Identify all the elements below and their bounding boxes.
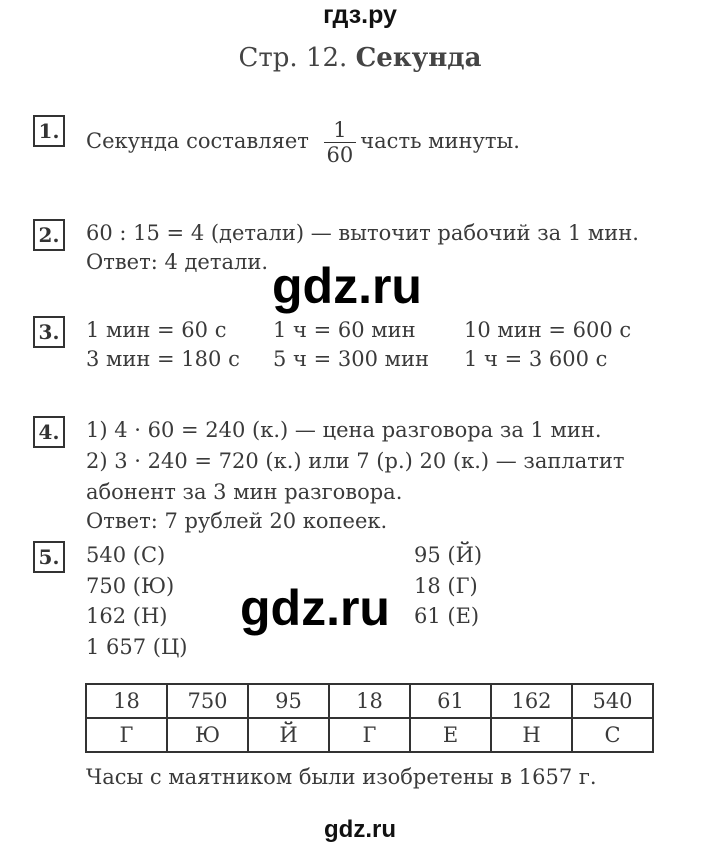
- table-cell: 18: [329, 684, 410, 718]
- watermark-2: gdz.ru: [240, 580, 390, 636]
- task-4-line-3: абонент за 3 мин разговора.: [86, 480, 403, 504]
- task-3-r1-c2: 1 ч = 60 мин: [273, 318, 416, 342]
- fraction-one-sixtieth: [324, 118, 357, 167]
- table-cell: Н: [491, 718, 572, 752]
- decoding-table-letters-row: [86, 718, 653, 752]
- task-4-answer: Ответ: 7 рублей 20 копеек.: [86, 509, 388, 533]
- page-title-prefix: Стр. 12.: [238, 43, 348, 73]
- task-number-1: 1.: [33, 115, 65, 147]
- fraction-numerator: 1: [324, 118, 357, 143]
- watermark-1: gdz.ru: [272, 258, 422, 314]
- task-4-line-2: 2) 3 · 240 = 720 (к.) или 7 (р.) 20 (к.) — заплатит: [86, 449, 625, 473]
- task-5-left-4: 1 657 (Ц): [86, 635, 188, 659]
- task-number-4: 4.: [33, 416, 65, 448]
- table-cell: 95: [248, 684, 329, 718]
- page-title: [0, 40, 720, 76]
- task-2-answer: Ответ: 4 детали.: [86, 250, 268, 274]
- table-cell: Й: [248, 718, 329, 752]
- task-3-r1-c1: 1 мин = 60 с: [86, 318, 227, 342]
- fraction-denominator: 60: [326, 143, 354, 167]
- table-cell: 540: [572, 684, 653, 718]
- table-cell: 750: [167, 684, 248, 718]
- table-cell: 18: [86, 684, 167, 718]
- page-title-topic: Секунда: [355, 43, 482, 73]
- table-cell: 61: [410, 684, 491, 718]
- table-cell: Ю: [167, 718, 248, 752]
- task-5-right-1: 95 (Й): [414, 543, 483, 567]
- task-1-text: [86, 118, 520, 167]
- task-3-r1-c3: 10 мин = 600 с: [464, 318, 632, 342]
- decoding-table-numbers-row: [86, 684, 653, 718]
- task-5-left-3: 162 (Н): [86, 604, 168, 628]
- site-footer-label: gdz.ru: [324, 816, 396, 843]
- task-3-r2-c3: 1 ч = 3 600 с: [464, 347, 608, 371]
- table-cell: С: [572, 718, 653, 752]
- site-header-label: гдз.ру: [323, 1, 397, 29]
- table-cell: Г: [329, 718, 410, 752]
- task-1-text-after: часть минуты.: [360, 129, 520, 153]
- task-5-left-1: 540 (С): [86, 543, 166, 567]
- task-4-line-1: 1) 4 · 60 = 240 (к.) — цена разговора за 1 мин.: [86, 418, 602, 442]
- table-cell: Е: [410, 718, 491, 752]
- task-1-text-before: Секунда составляет: [86, 129, 309, 153]
- table-cell: 162: [491, 684, 572, 718]
- task-3-r2-c1: 3 мин = 180 с: [86, 347, 240, 371]
- task-5-conclusion: Часы с маятником были изобретены в 1657 г.: [86, 765, 597, 789]
- task-2-line-1: 60 : 15 = 4 (детали) — выточит рабочий за 1 мин.: [86, 221, 639, 245]
- task-number-5: 5.: [33, 541, 65, 573]
- decoding-table: [85, 683, 654, 753]
- table-cell: Г: [86, 718, 167, 752]
- task-5-right-2: 18 (Г): [414, 574, 478, 598]
- task-number-2: 2.: [33, 219, 65, 251]
- task-number-3: 3.: [33, 316, 65, 348]
- task-5-right-3: 61 (Е): [414, 604, 480, 628]
- task-5-left-2: 750 (Ю): [86, 574, 175, 598]
- task-3-r2-c2: 5 ч = 300 мин: [273, 347, 429, 371]
